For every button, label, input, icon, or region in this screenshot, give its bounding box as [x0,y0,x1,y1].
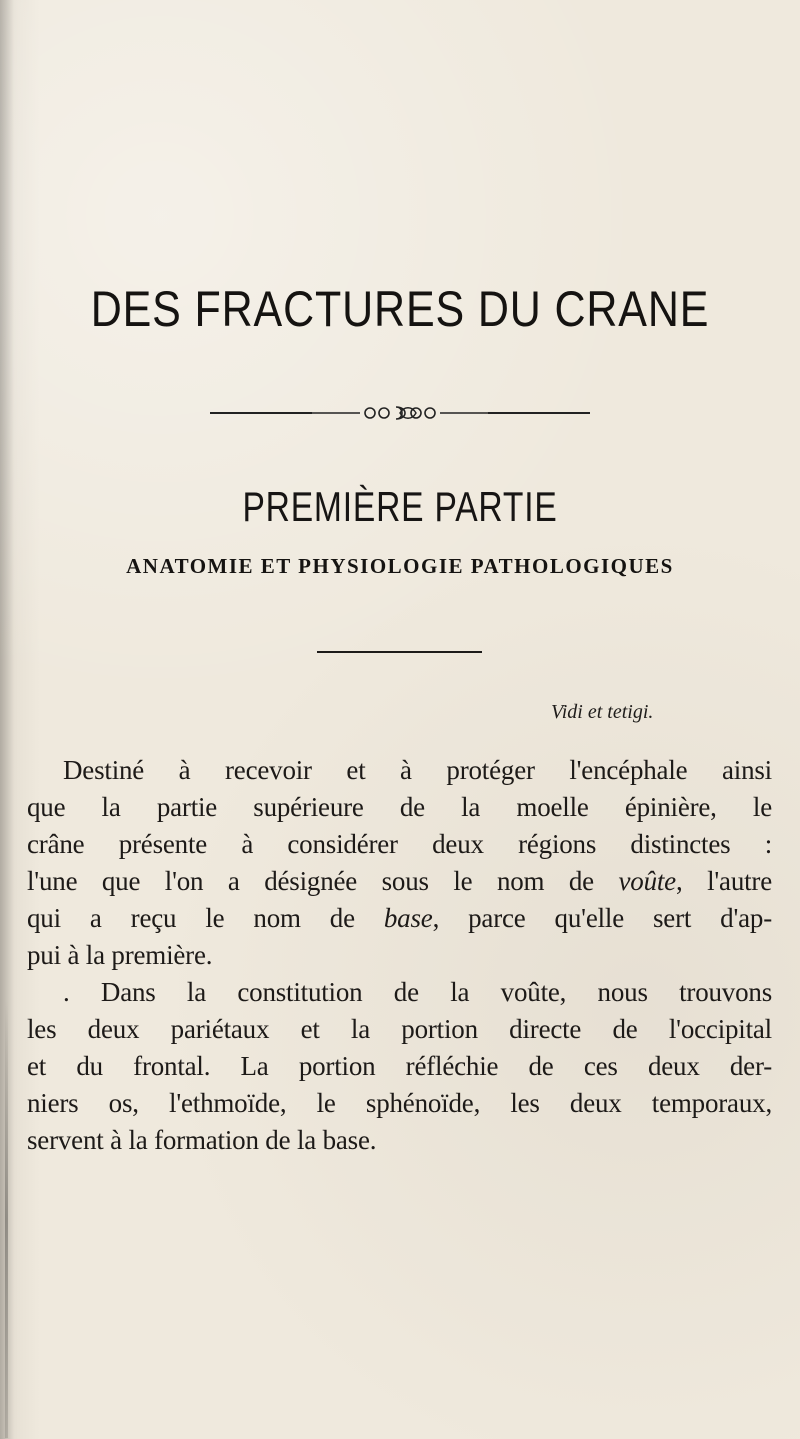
epigraph: Vidi et tetigi. [551,701,654,723]
title-ornament [210,404,590,422]
ornament-center-icon [312,404,488,422]
paragraph-2-line-4: niers os, l'ethmoïde, le sphénoïde, les deux temporaux, [27,1088,772,1118]
ornament-right-line [488,412,590,414]
paragraph-1-line-4-after: , l'autre [675,866,772,896]
paragraph-2-line-1: . Dans la constitution de la voûte, nous trouvons [63,977,772,1007]
paragraph-1-line-6: pui à la première. [27,940,213,970]
paragraph-1-line-2: que la partie supérieure de la moelle épinière, le [27,792,772,822]
section-subtitle: ANATOMIE ET PHYSIOLOGIE PATHOLOGIQUES [126,554,674,578]
paragraph-1-line-4-before: l'une que l'on a désignée sous le nom de [27,866,619,896]
paragraph-1-line-4 [27,863,772,900]
paragraph-1-line-5-before: qui a reçu le nom de [27,903,384,933]
main-title: DES FRACTURES DU CRANE [90,281,710,337]
ornament-left-line [210,412,312,414]
paragraph-2-line-2: les deux pariétaux et la portion directe de l'occipital [27,1014,772,1044]
paragraph-1-line-3: crâne présente à considérer deux régions distinctes : [27,829,772,859]
paragraph-1-line-5 [27,900,772,937]
paragraph-1-line-1: Destiné à recevoir et à protéger l'encéphale ainsi [63,755,772,785]
paragraph-2-line-3: et du frontal. La portion réfléchie de ces deux der- [27,1051,772,1081]
paragraph-2-line-5: servent à la formation de la base. [27,1125,377,1155]
margin-edge-mark [5,1000,8,1438]
italic-term-voute: voûte [618,866,676,896]
part-title: PREMIÈRE PARTIE [242,483,558,530]
italic-term-base: base [383,903,433,933]
paragraph-1-line-5-after: , parce qu'elle sert d'ap- [432,903,772,933]
body-text [27,752,772,1159]
section-divider [317,651,482,653]
